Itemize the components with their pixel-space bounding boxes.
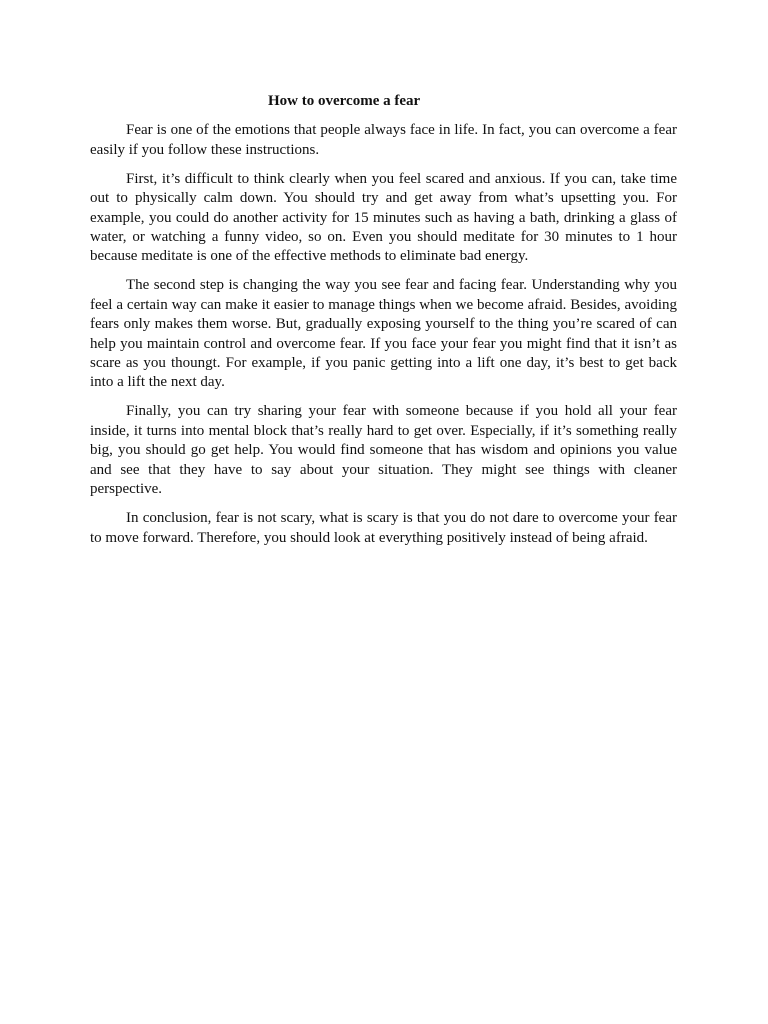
paragraph-finally: Finally, you can try sharing your fear with someone because if you hold all your fear inside, it turns into mental block that’s really hard to get over. Especially, if it’s something really big, you should go get help. You would find someone that has wisdom and opinions you value and see that they have to say about your situation. They might see things with cleaner perspective. <box>90 403 677 498</box>
document-title: How to overcome a fear <box>268 93 421 109</box>
paragraph-first-step: First, it’s difficult to think clearly when you feel scared and anxious. If you can, take time out to physically calm down. You should try and get away from what’s upsetting you. For example, you could do another activity for 15 minutes such as having a bath, drinking a glass of water, or watching a funny video, so on. Even you should meditate for 30 minutes to 1 hour because meditate is one of the effective methods to eliminate bad energy. <box>90 170 677 265</box>
paragraph-intro: Fear is one of the emotions that people always face in life. In fact, you can overcome a fear easily if you follow these instructions. <box>90 122 677 158</box>
paragraph-second-step: The second step is changing the way you see fear and facing fear. Understanding why you feel a certain way can make it easier to manage things when we become afraid. Besides, avoiding fears only makes them worse. But, gradually exposing yourself to the thing you’re scared of can help you maintain control and overcome fear. If you face your fear you might find that it isn’t as scare as you thoungt. For example, if you panic getting into a lift one day, it’s best to get back into a lift the next day. <box>90 277 677 391</box>
document-body <box>90 92 677 558</box>
paragraph-conclusion: In conclusion, fear is not scary, what is scary is that you do not dare to overcome your fear to move forward. Therefore, you should look at everything positively instead of being afraid. <box>90 510 677 546</box>
